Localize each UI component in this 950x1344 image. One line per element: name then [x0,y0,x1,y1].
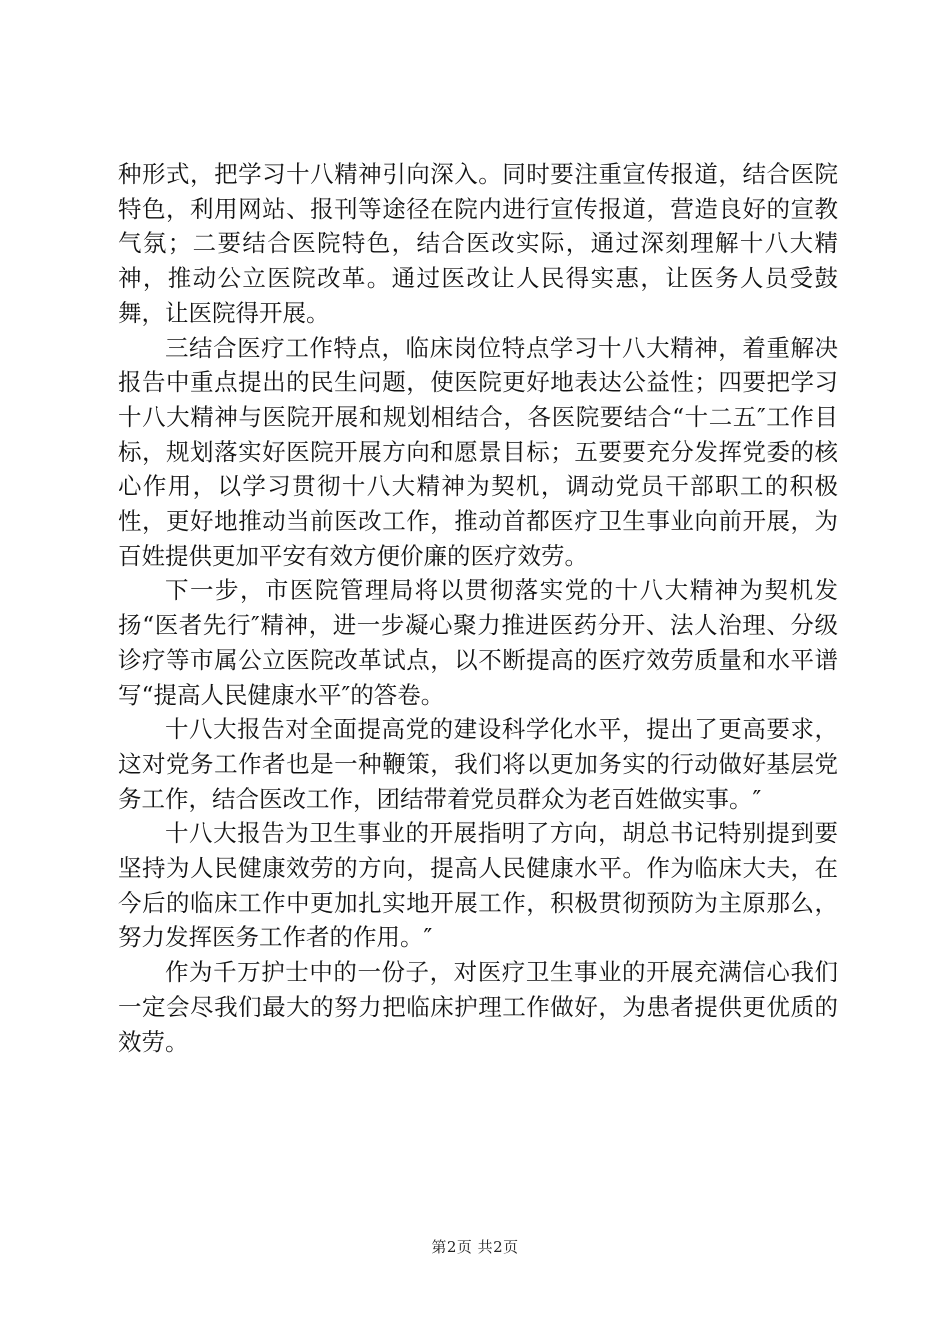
paragraph-4: 十八大报告对全面提高党的建设科学化水平，提出了更高要求，这对党务工作者也是一种鞭策，我们将以更加务实的行动做好基层党务工作，结合医改工作，团结带着党员群众为老百姓做实事。″ [118,715,838,813]
paragraph-6: 作为千万护士中的一份子，对医疗卫生事业的开展充满信心我们一定会尽我们最大的努力把临床护理工作做好，为患者提供更优质的效劳。 [118,958,838,1056]
paragraph-1: 种形式，把学习十八精神引向深入。同时要注重宣传报道，结合医院特色，利用网站、报刊等途径在院内进行宣传报道，营造良好的宣教气氛；二要结合医院特色，结合医改实际，通过深刻理解十八大精神，推动公立医院改革。通过医改让人民得实惠，让医务人员受鼓舞，让医院得开展。 [118,160,838,327]
paragraph-2: 三结合医疗工作特点，临床岗位特点学习十八大精神，着重解决报告中重点提出的民生问题，使医院更好地表达公益性；四要把学习十八大精神与医院开展和规划相结合，各医院要结合“十二五″工作目标，规划落实好医院开展方向和愿景目标；五要要充分发挥党委的核心作用，以学习贯彻十八大精神为契机，调动党员干部职工的积极性，更好地推动当前医改工作，推动首都医疗卫生事业向前开展，为百姓提供更加平安有效方便价廉的医疗效劳。 [118,333,838,570]
paragraph-5: 十八大报告为卫生事业的开展指明了方向，胡总书记特别提到要坚持为人民健康效劳的方向，提高人民健康水平。作为临床大夫，在今后的临床工作中更加扎实地开展工作，积极贯彻预防为主原那么，努力发挥医务工作者的作用。″ [118,819,838,952]
page-number-footer: 第2页 共2页 [431,1238,519,1256]
document-body [118,157,838,1059]
paragraph-3: 下一步，市医院管理局将以贯彻落实党的十八大精神为契机发扬“医者先行″精神，进一步凝心聚力推进医药分开、法人治理、分级诊疗等市属公立医院改革试点，以不断提高的医疗效劳质量和水平谱写“提高人民健康水平″的答卷。 [118,576,838,709]
